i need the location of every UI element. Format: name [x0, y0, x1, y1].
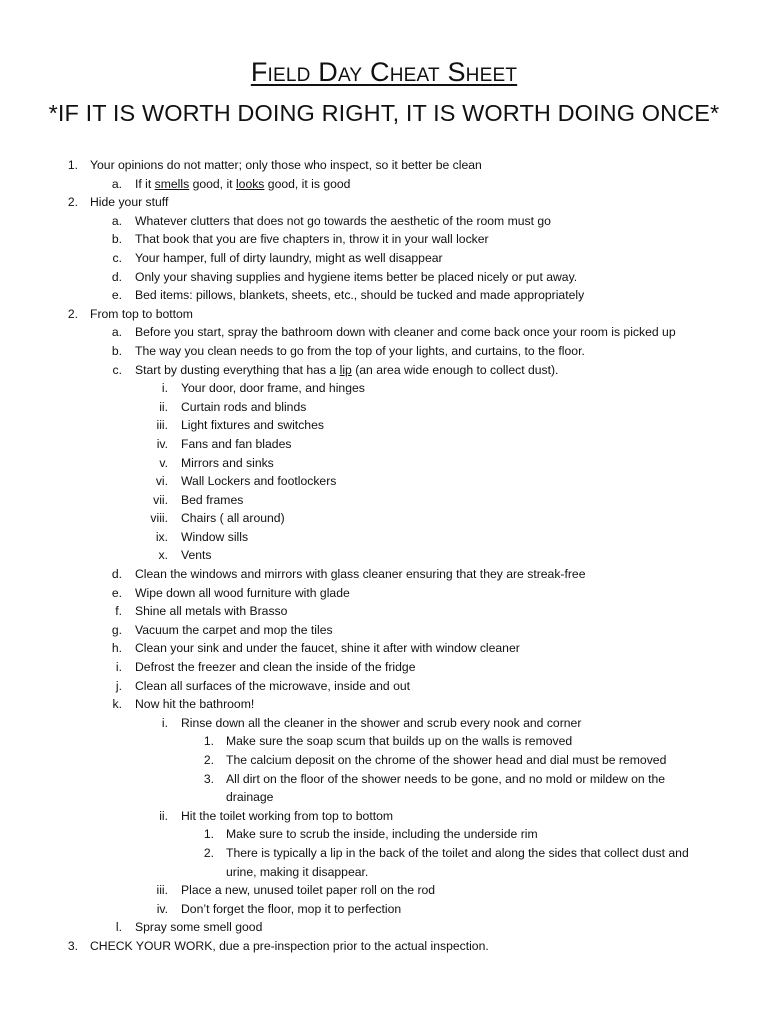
list-item	[0, 546, 768, 565]
list-marker: 2.	[67, 195, 78, 210]
list-item-text: From top to bottom	[90, 306, 193, 321]
list-item-text: Clean all surfaces of the microwave, inside and out	[135, 678, 411, 693]
list-item	[0, 509, 768, 528]
list-item-text: Wall Lockers and footlockers	[181, 474, 337, 489]
list-item	[0, 584, 768, 603]
list-item-text: Your opinions do not matter; only those who inspect, so it better be clean	[90, 158, 482, 172]
list-item	[0, 249, 768, 268]
list-item-text: Place a new, unused toilet paper roll on the rod	[181, 883, 436, 898]
list-item	[0, 193, 768, 212]
list-item-text: Only your shaving supplies and hygiene items better be placed nicely or put away.	[135, 269, 578, 284]
list-item	[0, 751, 768, 770]
list-marker: ii.	[159, 399, 168, 414]
list-marker: f.	[115, 604, 122, 619]
list-item	[0, 695, 768, 714]
list-item	[0, 863, 768, 882]
page-title	[0, 56, 768, 88]
list-marker: i.	[161, 381, 168, 396]
list-marker: iii.	[156, 418, 168, 433]
list-item-text: Clean your sink and under the faucet, shine it after with window cleaner	[135, 641, 520, 656]
list-item-text: Clean the windows and mirrors with glass cleaner ensuring that they are streak-free	[135, 567, 586, 582]
list-marker: v.	[159, 455, 168, 470]
list-marker: c.	[112, 250, 122, 265]
list-marker: j.	[115, 678, 122, 693]
list-item	[0, 416, 768, 435]
list-item-text: Rinse down all the cleaner in the shower and scrub every nook and corner	[181, 715, 582, 730]
list-marker: ix.	[155, 529, 168, 544]
list-item	[0, 435, 768, 454]
list-item	[0, 807, 768, 826]
list-item	[0, 658, 768, 677]
list-item-text: Shine all metals with Brasso	[135, 604, 288, 619]
underlined-word: looks	[235, 176, 265, 191]
list-item	[0, 844, 768, 863]
list-item	[0, 379, 768, 398]
list-item-text: Window sills	[181, 529, 249, 544]
list-marker: vi.	[155, 474, 168, 489]
list-item-text: The calcium deposit on the chrome of the shower head and dial must be removed	[226, 753, 667, 767]
list-marker: 2.	[203, 753, 214, 767]
list-item	[0, 937, 768, 956]
list-marker: l.	[115, 920, 122, 935]
list-item	[0, 268, 768, 287]
list-item-text: Fans and fan blades	[181, 436, 292, 451]
list-item-text	[135, 175, 350, 194]
list-marker: d.	[111, 567, 122, 582]
list-marker: iv.	[156, 901, 168, 916]
list-item-text: Bed frames	[181, 492, 244, 507]
list-item-text: There is typically a lip in the back of the toilet and along the sides that collect dust and	[226, 845, 689, 860]
list-item-text: Curtain rods and blinds	[181, 399, 307, 414]
list-item	[0, 714, 768, 733]
list-item	[0, 230, 768, 249]
list-item	[0, 175, 768, 194]
list-marker: 1.	[67, 158, 78, 172]
list-marker: i.	[115, 660, 122, 675]
list-item	[0, 491, 768, 510]
list-item-text: Now hit the bathroom!	[135, 697, 255, 712]
list-marker: a.	[111, 325, 122, 340]
list-item-text: Your hamper, full of dirty laundry, might as well disappear	[135, 250, 443, 265]
text-segment: (an area wide enough to collect dust).	[351, 362, 559, 377]
list-item-text: Defrost the freezer and clean the inside of the fridge	[135, 660, 416, 675]
list-item	[0, 361, 768, 380]
list-item-text: Bed items: pillows, blankets, sheets, etc., should be tucked and made appropriately	[135, 288, 585, 303]
list-item	[0, 881, 768, 900]
list-item	[0, 472, 768, 491]
text-segment: If it	[135, 176, 155, 191]
underlined-word: smells	[154, 176, 190, 191]
list-marker: viii.	[150, 511, 168, 526]
list-item-text: CHECK YOUR WORK, due a pre-inspection prior to the actual inspection.	[90, 938, 489, 953]
list-item-text: Spray some smell good	[135, 920, 263, 935]
list-item-text: Make sure the soap scum that builds up on the walls is removed	[226, 734, 573, 749]
list-item	[0, 323, 768, 342]
list-item	[0, 398, 768, 417]
list-marker: c.	[112, 362, 122, 377]
list-item-text: Make sure to scrub the inside, including the underside rim	[226, 827, 538, 842]
list-item-text: Light fixtures and switches	[181, 418, 324, 433]
list-marker: g.	[111, 622, 122, 637]
page-title-text: Field Day Cheat Sheet	[250, 57, 518, 87]
list-marker: 3.	[203, 771, 214, 786]
list-item-text: Whatever clutters that does not go towards the aesthetic of the room must go	[135, 213, 551, 228]
text-segment: good, it is good	[264, 176, 351, 191]
list-item-text: Wipe down all wood furniture with glade	[135, 585, 350, 600]
list-item	[0, 788, 768, 807]
list-item	[0, 602, 768, 621]
list-item-text: The way you clean needs to go from the top of your lights, and curtains, to the floor.	[135, 343, 585, 358]
list-marker: e.	[111, 585, 122, 600]
list-item	[0, 825, 768, 844]
list-item	[0, 212, 768, 231]
list-item	[0, 342, 768, 361]
underlined-word: lip	[339, 362, 352, 377]
list-item-text: urine, making it disappear.	[226, 864, 369, 879]
text-segment: Start by dusting everything that has a	[135, 362, 340, 377]
list-marker: 3.	[67, 938, 78, 953]
list-item	[0, 565, 768, 584]
list-marker: a.	[111, 176, 122, 191]
list-item-text: Hide your stuff	[90, 195, 169, 210]
list-marker: h.	[111, 641, 122, 656]
list-marker: b.	[111, 343, 122, 358]
list-marker: 1.	[203, 734, 214, 749]
list-item-text: That book that you are five chapters in, throw it in your wall locker	[135, 232, 489, 247]
list-marker: e.	[111, 288, 122, 303]
list-item-text: Mirrors and sinks	[181, 455, 274, 470]
list-item-text: Vacuum the carpet and mop the tiles	[135, 622, 333, 637]
list-item-text	[135, 361, 558, 380]
list-item	[0, 770, 768, 789]
list-item-text: drainage	[226, 790, 274, 805]
list-item	[0, 732, 768, 751]
list-item-text: Don’t forget the floor, mop it to perfection	[181, 901, 402, 916]
list-item	[0, 454, 768, 473]
list-marker: vii.	[153, 492, 168, 507]
list-marker: 2.	[203, 845, 214, 860]
list-item	[0, 528, 768, 547]
list-item	[0, 156, 768, 175]
list-item-text: Your door, door frame, and hinges	[181, 381, 365, 396]
list-marker: d.	[111, 269, 122, 284]
list-marker: a.	[111, 213, 122, 228]
list-item	[0, 639, 768, 658]
list-item	[0, 305, 768, 324]
list-marker: i.	[161, 715, 168, 730]
list-marker: k.	[112, 697, 122, 712]
list-item	[0, 286, 768, 305]
list-marker: 1.	[203, 827, 214, 842]
list-marker: ii.	[159, 808, 168, 823]
list-marker: x.	[158, 548, 168, 563]
list-marker: iii.	[156, 883, 168, 898]
text-segment: good, it	[189, 176, 236, 191]
list-item	[0, 918, 768, 937]
list-marker: b.	[111, 232, 122, 247]
list-marker: iv.	[156, 436, 168, 451]
cleaning-checklist	[0, 156, 768, 956]
motto: *IF IT IS WORTH DOING RIGHT, IT IS WORTH DOING ONCE*	[48, 100, 720, 126]
list-item	[0, 677, 768, 696]
list-item-text: Before you start, spray the bathroom down with cleaner and come back once your room is picked up	[135, 325, 676, 340]
list-marker: 2.	[67, 306, 78, 321]
list-item-text: Chairs ( all around)	[181, 511, 285, 526]
list-item	[0, 900, 768, 919]
list-item	[0, 621, 768, 640]
list-item-text: Hit the toilet working from top to bottom	[181, 808, 394, 823]
list-item-text: Vents	[181, 548, 212, 563]
list-item-text: All dirt on the floor of the shower needs to be gone, and no mold or mildew on the	[226, 771, 666, 786]
